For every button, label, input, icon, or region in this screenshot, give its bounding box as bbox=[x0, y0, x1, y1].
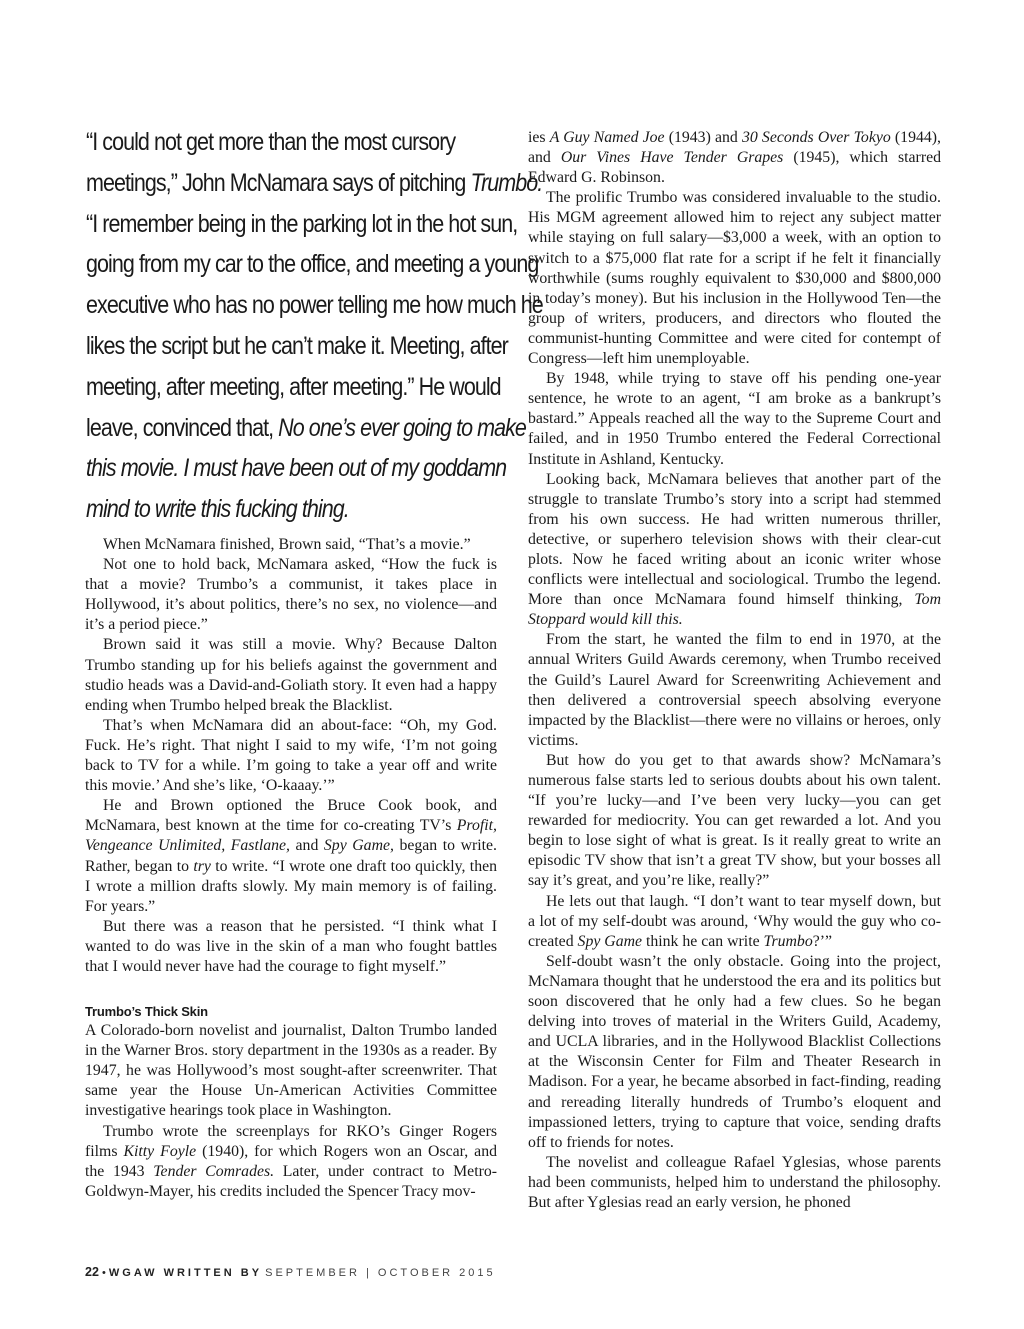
pull-quote-line: “I remember being in the parking lot in the hot sun, bbox=[86, 209, 518, 238]
pull-quote-line: this movie. I must have been out of my goddamn bbox=[86, 454, 507, 483]
paragraph: When McNamara finished, Brown said, “That’s a movie.” bbox=[103, 536, 471, 553]
paragraph: Looking back, McNamara believes that another part of the struggle to translate Trumbo’s story into a script had stemmed from his own success. He had written numerous thriller, detective, or superhero television shows with their clear-cut plots. Now he faced writing about an iconic writer whose conflicts were intellectual and sociological. Trumbo the legend. More than once McNamara found himself thinking, Tom Stoppard would kill this. bbox=[528, 470, 941, 629]
paragraph: From the start, he wanted the film to end in 1970, at the annual Writers Guild Awards ceremony, when Trumbo received the Guild’s Laurel Award for Screenwriting Achievement and then delivered a controversial speech absolving everyone impacted by the Blacklist—there were no villains or heroes, only victims. bbox=[528, 631, 941, 749]
pull-quote-line: going from my car to the office, and meeting a young bbox=[86, 250, 539, 279]
paragraph: But there was a reason that he persisted. “I think what I wanted to do was live in the skin of a man who fought battles that I would never have had the courage to fight myself.” bbox=[85, 917, 497, 975]
footer-bullet: • bbox=[101, 1267, 106, 1279]
page-number: 22 bbox=[85, 1265, 99, 1279]
magazine-name: WGAW WRITTEN BY bbox=[108, 1267, 263, 1279]
left-column bbox=[85, 535, 497, 1202]
paragraph: He lets out that laugh. “I don’t want to tear myself down, but a lot of my self-doubt was around, ‘Why would the guy who co-created Spy Game think he can write Trumbo?’” bbox=[528, 892, 941, 950]
paragraph: The prolific Trumbo was considered invaluable to the studio. His MGM agreement allowed him to reject any subject matter while staying on full salary—$3,000 a week, with an option to switch to a $75,000 flat rate for a script if he felt it financially worthwhile (sums roughly equivalent to $30,000 and $800,000 in today’s money). But his inclusion in the Hollywood Ten—the group of writers, producers, and directors who flouted the communist-hunting Committee and were cited for contempt of Congress—left him unemployable. bbox=[528, 189, 941, 368]
pull-quote-title: Trumbo. bbox=[470, 168, 543, 197]
paragraph: Trumbo wrote the screenplays for RKO’s Ginger Rogers films Kitty Foyle (1940), for which Rogers won an Oscar, and the 1943 Tender Comrades. Later, under contract to Metro-Goldwyn-Mayer, his credits included the Spencer Tracy mov- bbox=[85, 1122, 497, 1200]
pull-quote-line: leave, convinced that, No one’s ever going to make bbox=[86, 413, 526, 442]
issue-date: SEPTEMBER | OCTOBER 2015 bbox=[265, 1267, 496, 1279]
right-column bbox=[528, 128, 941, 1213]
pull-quote-thought: No one’s ever going to make bbox=[278, 413, 526, 442]
paragraph: The novelist and colleague Rafael Yglesias, whose parents had been communists, helped him to understand the philosophy. But after Yglesias read an early version, he phoned bbox=[528, 1153, 941, 1211]
pull-quote-line: “I could not get more than the most cursory bbox=[86, 128, 456, 156]
pull-quote-line: meeting, after meeting, after meeting.” He would bbox=[86, 372, 501, 401]
paragraph: By 1948, while trying to stave off his pending one-year sentence, he wrote to an agent, “I am broke as a bankrupt’s bastard.” Appeals reached all the way to the Supreme Court and failed, and in 1950 Trumbo entered the Federal Correctional Institute in Ashland, Kentucky. bbox=[528, 370, 941, 468]
pull-quote-line: mind to write this fucking thing. bbox=[86, 495, 349, 524]
pull-quote-line: meetings,” John McNamara says of pitching Trumbo. bbox=[86, 168, 543, 197]
paragraph: He and Brown optioned the Bruce Cook book, and McNamara, best known at the time for co-creating TV’s Profit, Vengeance Unlimited, Fastlane, and Spy Game, began to write. Rather, began to try to write. “I wrote one draft too quickly, then I wrote a million drafts slowly. My main memory is of failing. For years.” bbox=[85, 797, 498, 915]
paragraph: That’s when McNamara did an about-face: “Oh, my God. Fuck. He’s right. That night I said to my wife, ‘I’m not going back to TV for a while. I’m going to take a year off and write this movie.’ And she’s like, ‘O-kaaay.’” bbox=[85, 716, 497, 795]
pull-quote-line: likes the script but he can’t make it. Meeting, after bbox=[86, 331, 508, 360]
paragraph: ies A Guy Named Joe (1943) and 30 Seconds Over Tokyo (1944), and Our Vines Have Tender Grapes (1945), which starred Edward G. Robinson. bbox=[528, 129, 941, 187]
pull-quote-line: executive who has no power telling me how much he bbox=[86, 291, 543, 320]
paragraph: Brown said it was still a movie. Why? Because Dalton Trumbo standing up for his beliefs against the government and studio heads was a David-and-Goliath story. It even had a happy ending when Trumbo helped break the Blacklist. bbox=[85, 636, 497, 714]
section-heading: Trumbo’s Thick Skin bbox=[85, 1004, 208, 1020]
paragraph: Not one to hold back, McNamara asked, “How the fuck is that a movie? Trumbo’s a communist, it takes place in Hollywood, it’s about politics, there’s no sex, no violence—and it’s a period piece.” bbox=[85, 556, 497, 634]
page-footer bbox=[85, 1265, 496, 1279]
paragraph: Self-doubt wasn’t the only obstacle. Going into the project, McNamara thought that he understood the era and its politics but soon discovered that he only had a few clues. So he began delving into troves of material in the Writers Guild, Academy, and UCLA libraries, and in the Hollywood Blacklist Collections at the Wisconsin Center for Film and Theater Research in Madison. For a year, he became absorbed in fact-finding, reading and rereading literally hundreds of Trumbo’s eloquent and impassioned letters, trying to capture that voice, sending drafts off to friends for notes. bbox=[528, 952, 941, 1151]
paragraph: But how do you get to that awards show? McNamara’s numerous false starts led to serious doubts about his own talent. “If you’re lucky—and I’ve been very lucky—you can get rewarded for mediocrity. You can get rewarded a lot. And you begin to lose sight of what is great. Is it really great to write an episodic TV show that isn’t a great TV show, but your bosses all say it’s great, and you’re like, really?” bbox=[528, 751, 941, 890]
pull-quote bbox=[86, 122, 543, 530]
paragraph: A Colorado-born novelist and journalist, Dalton Trumbo landed in the Warner Bros. story department in the 1930s as a reader. By 1947, he was Hollywood’s most sought-after screenwriter. That same year the House Un-American Activities Committee investigative hearings took place in Washington. bbox=[85, 1022, 497, 1120]
